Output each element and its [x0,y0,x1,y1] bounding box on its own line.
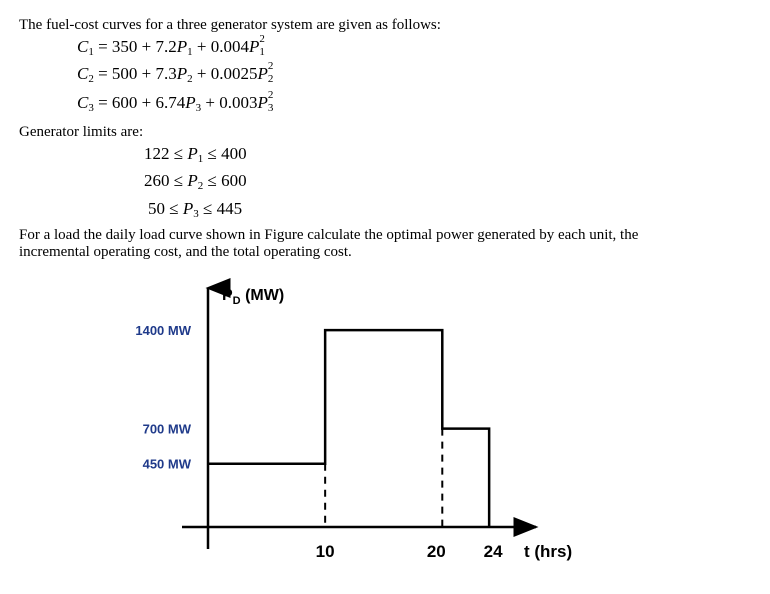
x-tick-label: 20 [426,542,446,561]
limit-2: $260 \le P_2 \le 600$ [144,171,247,192]
cost-equation-2: $C_2 = 500 + 7.3P_2 + 0.0025P$ 2 2 [77,60,274,85]
limits-label: Generator limits are: [19,124,144,140]
y-axis-title: $P_D$ (MW) [222,287,285,307]
y-value-label: 700 MW [142,421,191,437]
load-step-curve [208,330,489,527]
y-value-label: 450 MW [142,456,191,472]
x-tick-label: 24 [483,542,503,561]
question-line-1: For a load the daily load curve shown in Figure calculate the optimal power generated by each unit, the [19,227,639,243]
cost-equation-3: $C_3 = 600 + 6.74P_3 + 0.003P$ 2 3 [77,89,274,114]
problem-intro: The fuel-cost curves for a three generator system are given as follows: [19,17,441,33]
cost-equation-1: $C_1 = 350 + 7.2P_1 + 0.004P$ 2 1 [77,33,265,58]
limit-3: $50 \le P_3 \le 445$ [148,199,243,220]
question-line-2: incremental operating cost, and the total operating cost. [19,244,352,260]
x-axis-title: t (hrs) [524,542,573,561]
limit-1: $122 \le P_1 \le 400$ [144,144,247,165]
y-value-label: 1400 MW [135,323,191,339]
x-tick-label: 10 [315,542,335,561]
load-curve-chart [0,270,770,590]
